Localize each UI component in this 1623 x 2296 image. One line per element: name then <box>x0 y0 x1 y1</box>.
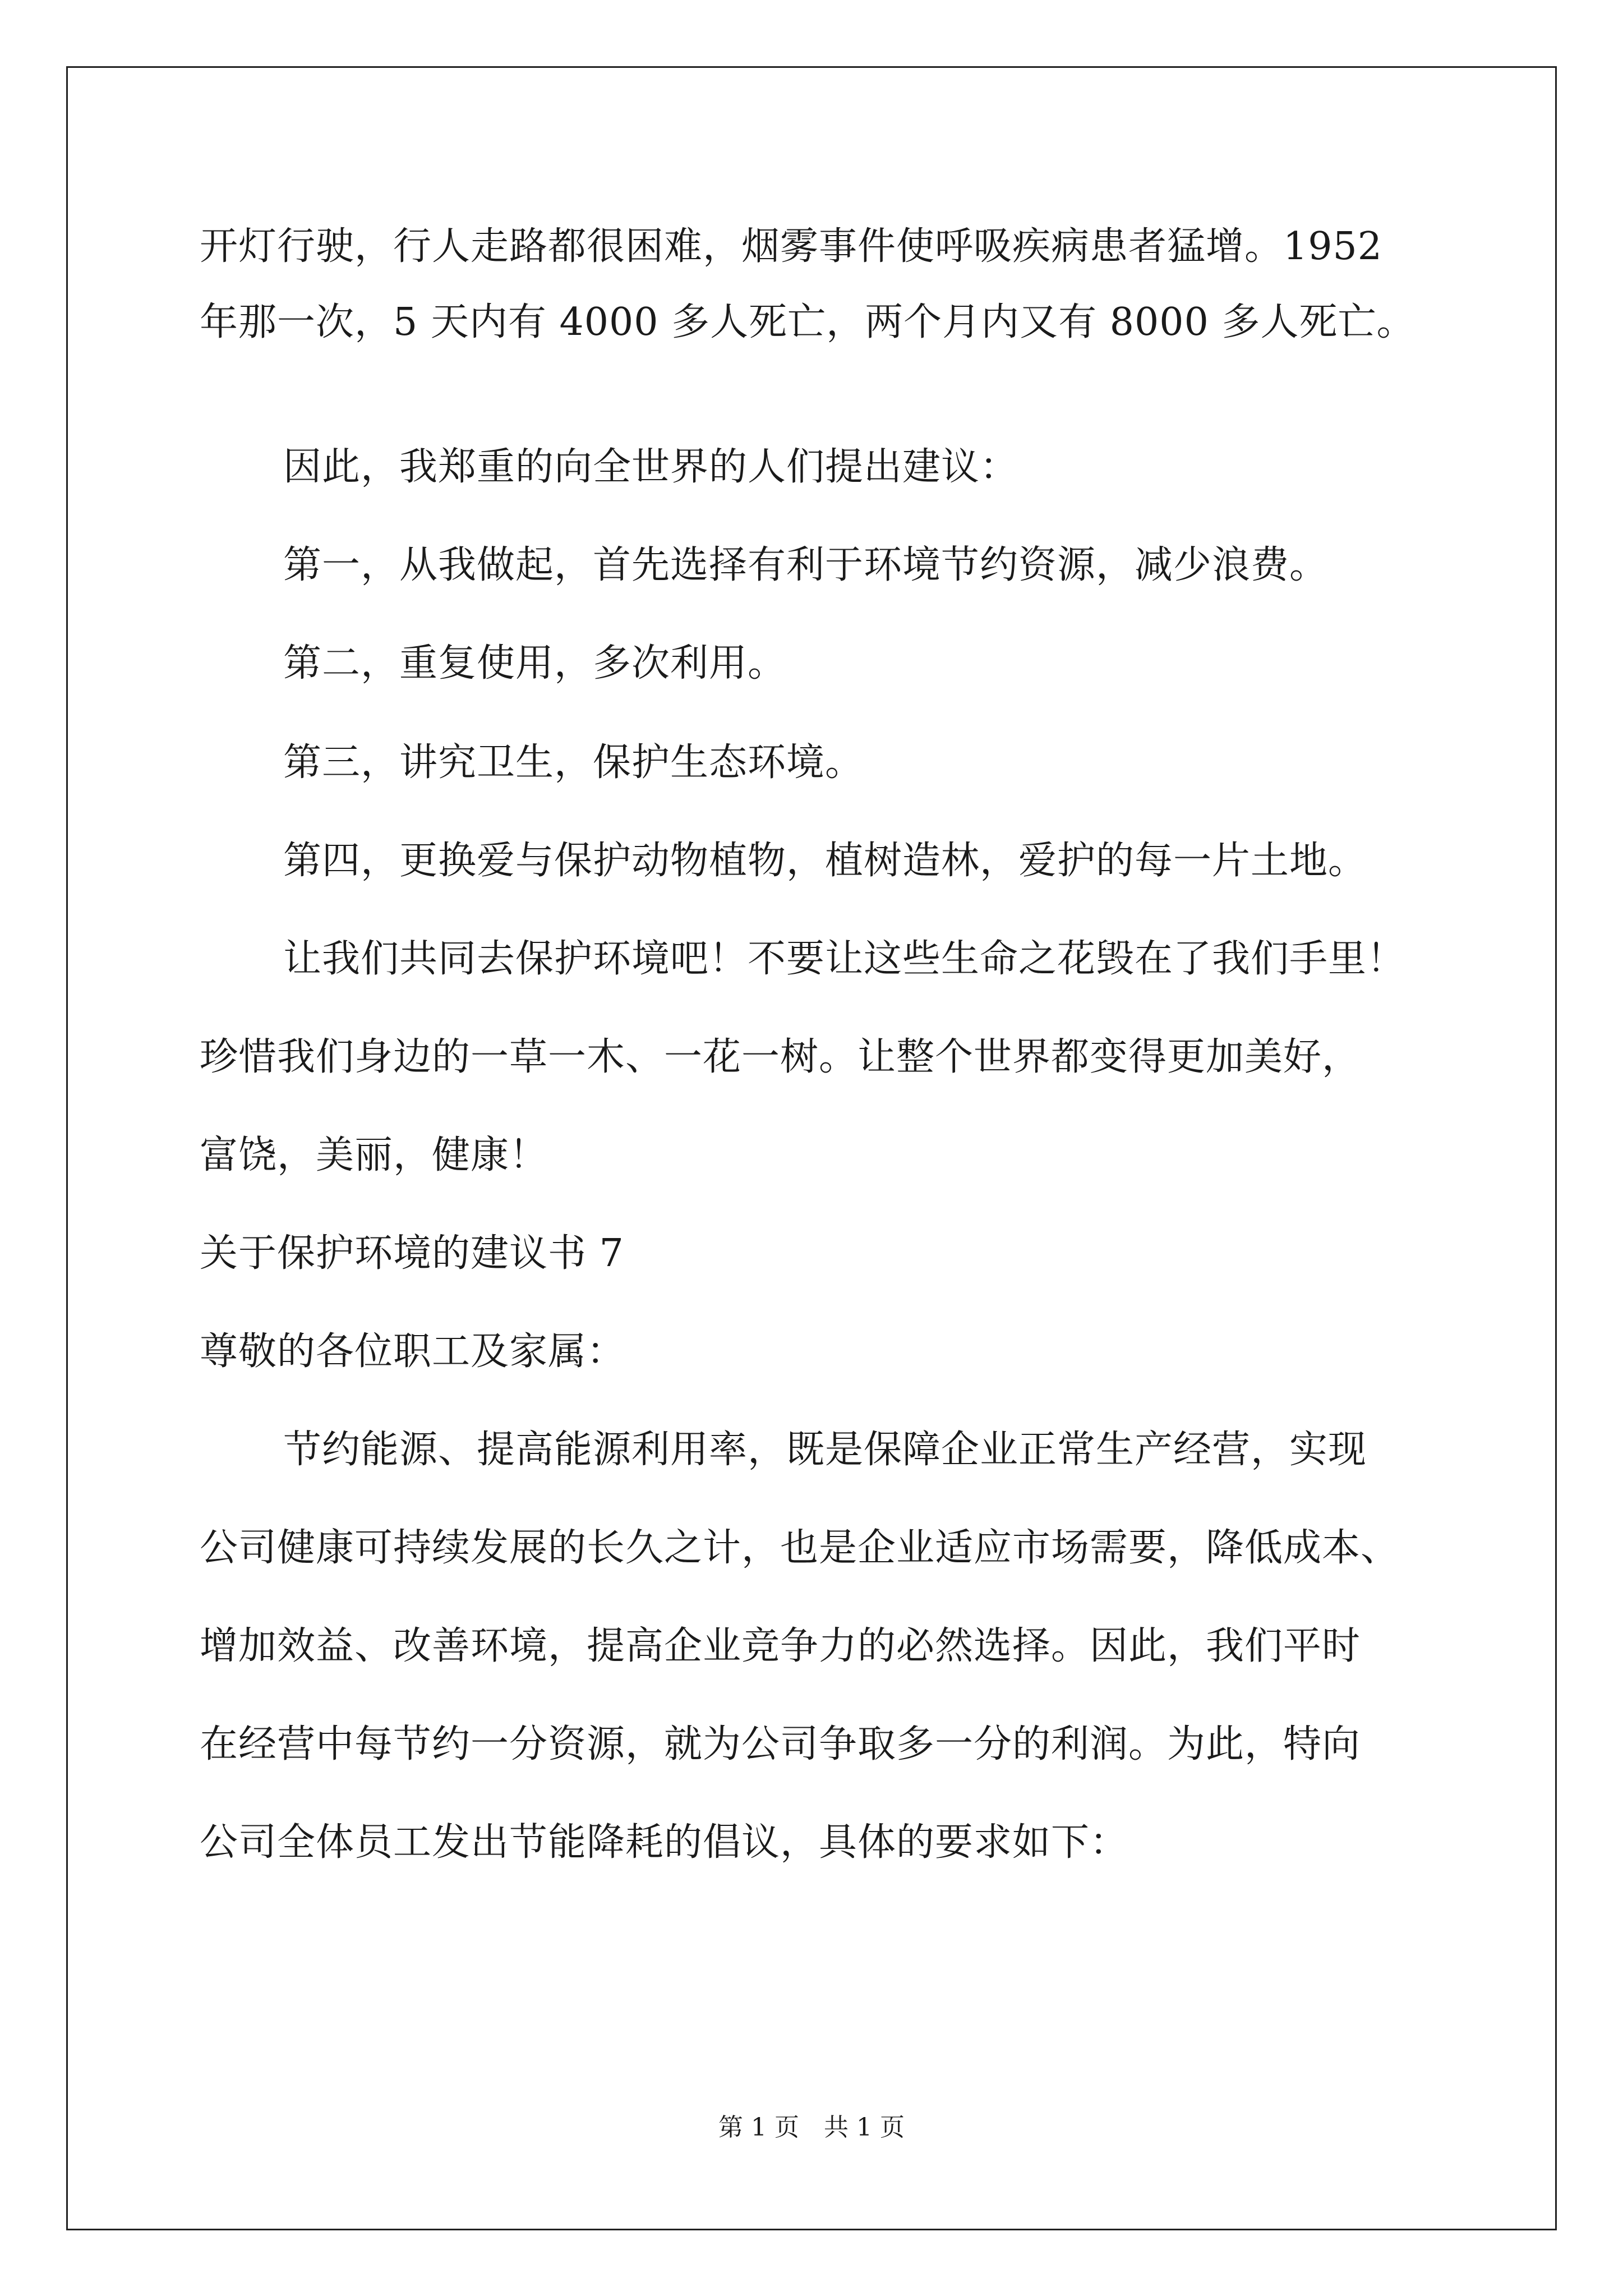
page-footer: 第 1 页 共 1 页 <box>718 2113 905 2142</box>
list-item: 第二，重复使用，多次利用。 <box>283 641 787 685</box>
paragraph-line: 年那一次，5 天内有 4000 多人死亡，两个月内又有 8000 多人死亡。 <box>200 300 1415 344</box>
section-title: 关于保护环境的建议书 7 <box>200 1231 624 1276</box>
paragraph-line: 增加效益、改善环境，提高企业竞争力的必然选择。因此，我们平时 <box>200 1624 1361 1668</box>
list-item: 第三，讲究卫生，保护生态环境。 <box>283 740 864 785</box>
paragraph-line: 公司健康可持续发展的长久之计，也是企业适应市场需要，降低成本、 <box>200 1526 1400 1570</box>
paragraph-line: 富饶，美丽，健康！ <box>200 1133 548 1177</box>
paragraph-line: 让我们共同去保护环境吧！不要让这些生命之花毁在了我们手里！ <box>283 937 1406 981</box>
paragraph-line: 因此，我郑重的向全世界的人们提出建议： <box>283 445 1019 489</box>
salutation: 尊敬的各位职工及家属： <box>200 1329 626 1374</box>
paragraph-line: 节约能源、提高能源利用率，既是保障企业正常生产经营，实现 <box>283 1428 1367 1472</box>
paragraph-line: 开灯行驶，行人走路都很困难，烟雾事件使呼吸疾病患者猛增。1952 <box>200 224 1383 269</box>
list-item: 第四，更换爱与保护动物植物，植树造林，爱护的每一片土地。 <box>283 839 1367 883</box>
paragraph-line: 珍惜我们身边的一草一木、一花一树。让整个世界都变得更加美好， <box>200 1035 1361 1079</box>
paragraph-line: 在经营中每节约一分资源，就为公司争取多一分的利润。为此，特向 <box>200 1722 1361 1766</box>
list-item: 第一，从我做起，首先选择有利于环境节约资源，减少浪费。 <box>283 543 1329 587</box>
paragraph-line: 公司全体员工发出节能降耗的倡议，具体的要求如下： <box>200 1820 1129 1865</box>
